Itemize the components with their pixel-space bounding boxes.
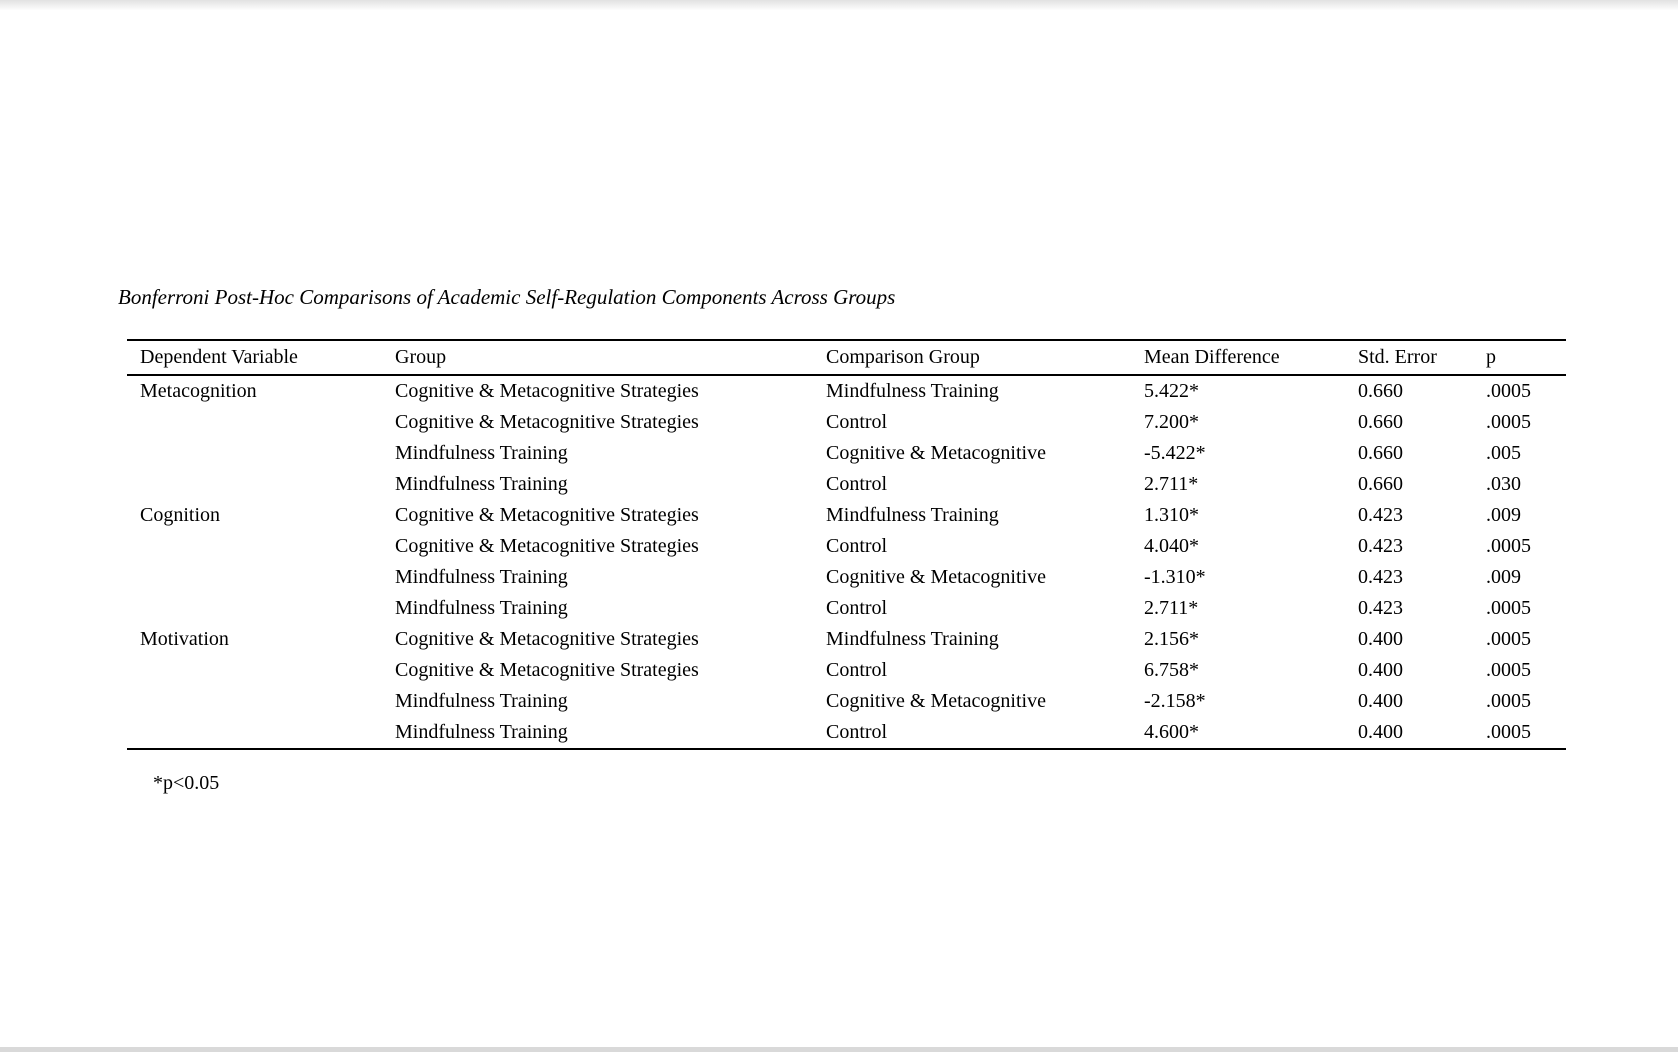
cell-std_error: 0.423 [1358,566,1403,588]
cell-comparison_group: Cognitive & Metacognitive [826,442,1046,464]
column-header-comparison_group: Comparison Group [826,340,1144,375]
cell-std_error: 0.660 [1358,411,1403,433]
cell-std_error: 0.400 [1358,659,1403,681]
cell-group: Cognitive & Metacognitive Strategies [395,380,699,402]
cell-std_error: 0.423 [1358,504,1403,526]
page-top-edge [0,0,1678,10]
table-row [127,438,1566,469]
cell-std_error: 0.423 [1358,535,1403,557]
table-row [127,593,1566,624]
cell-dependent_variable [127,686,395,717]
page-bottom-edge [0,1047,1678,1052]
cell-comparison_group: Control [826,535,888,557]
cell-p: .0005 [1486,659,1531,681]
table-body [127,375,1566,749]
cell-p: .0005 [1486,535,1531,557]
cell-mean_difference: 2.711* [1144,597,1199,619]
table-row [127,531,1566,562]
cell-dependent_variable: Cognition [140,504,221,526]
column-header-p: p [1486,340,1566,375]
cell-dependent_variable: Motivation [140,628,229,650]
cell-mean_difference: 5.422* [1144,380,1199,402]
table-row [127,686,1566,717]
cell-p: .0005 [1486,628,1531,650]
cell-dependent_variable [127,407,395,438]
cell-std_error: 0.660 [1358,473,1403,495]
cell-dependent_variable: Metacognition [140,380,257,402]
cell-group: Cognitive & Metacognitive Strategies [395,628,699,650]
column-header-group: Group [395,340,826,375]
cell-mean_difference: 7.200* [1144,411,1199,433]
cell-dependent_variable [127,717,395,749]
cell-p: .030 [1486,473,1521,495]
cell-p: .009 [1486,504,1521,526]
posthoc-comparison-table [127,339,1566,750]
table-header-row [127,340,1566,375]
cell-group: Cognitive & Metacognitive Strategies [395,411,699,433]
cell-std_error: 0.423 [1358,597,1403,619]
table-header [127,340,1566,375]
table-row [127,375,1566,407]
table-row [127,655,1566,686]
cell-comparison_group: Control [826,721,888,743]
cell-mean_difference: 6.758* [1144,659,1199,681]
cell-comparison_group: Control [826,659,888,681]
table-row [127,717,1566,749]
cell-group: Cognitive & Metacognitive Strategies [395,535,699,557]
cell-group: Mindfulness Training [395,566,568,588]
cell-mean_difference: 4.600* [1144,721,1199,743]
table-row [127,407,1566,438]
cell-group: Mindfulness Training [395,442,568,464]
cell-group: Cognitive & Metacognitive Strategies [395,659,699,681]
table-row [127,500,1566,531]
cell-comparison_group: Mindfulness Training [826,628,999,650]
cell-mean_difference: 2.156* [1144,628,1199,650]
cell-p: .0005 [1486,721,1531,743]
cell-p: .0005 [1486,380,1531,402]
cell-comparison_group: Control [826,597,888,619]
column-header-dependent_variable: Dependent Variable [127,340,395,375]
cell-group: Mindfulness Training [395,690,568,712]
cell-dependent_variable [127,655,395,686]
cell-comparison_group: Cognitive & Metacognitive [826,690,1046,712]
cell-mean_difference: -1.310* [1144,566,1206,588]
cell-std_error: 0.400 [1358,628,1403,650]
cell-p: .009 [1486,566,1521,588]
cell-comparison_group: Mindfulness Training [826,504,999,526]
table-title: Bonferroni Post-Hoc Comparisons of Academic Self-Regulation Components Across Groups [118,285,896,309]
cell-comparison_group: Cognitive & Metacognitive [826,566,1046,588]
cell-group: Mindfulness Training [395,473,568,495]
column-header-std_error: Std. Error [1358,340,1486,375]
cell-std_error: 0.660 [1358,380,1403,402]
cell-dependent_variable [127,562,395,593]
cell-comparison_group: Control [826,411,888,433]
cell-group: Mindfulness Training [395,597,568,619]
cell-std_error: 0.660 [1358,442,1403,464]
table-row [127,562,1566,593]
cell-dependent_variable [127,531,395,562]
cell-mean_difference: 2.711* [1144,473,1199,495]
cell-std_error: 0.400 [1358,721,1403,743]
table-footnote: *p<0.05 [153,772,220,794]
cell-dependent_variable [127,593,395,624]
cell-group: Mindfulness Training [395,721,568,743]
cell-dependent_variable [127,469,395,500]
cell-comparison_group: Mindfulness Training [826,380,999,402]
table-row [127,624,1566,655]
cell-p: .0005 [1486,690,1531,712]
cell-p: .0005 [1486,597,1531,619]
table-row [127,469,1566,500]
cell-mean_difference: -2.158* [1144,690,1206,712]
cell-dependent_variable [127,438,395,469]
cell-mean_difference: 1.310* [1144,504,1199,526]
cell-p: .0005 [1486,411,1531,433]
cell-p: .005 [1486,442,1521,464]
cell-mean_difference: -5.422* [1144,442,1206,464]
cell-group: Cognitive & Metacognitive Strategies [395,504,699,526]
cell-mean_difference: 4.040* [1144,535,1199,557]
cell-std_error: 0.400 [1358,690,1403,712]
cell-comparison_group: Control [826,473,888,495]
column-header-mean_difference: Mean Difference [1144,340,1358,375]
